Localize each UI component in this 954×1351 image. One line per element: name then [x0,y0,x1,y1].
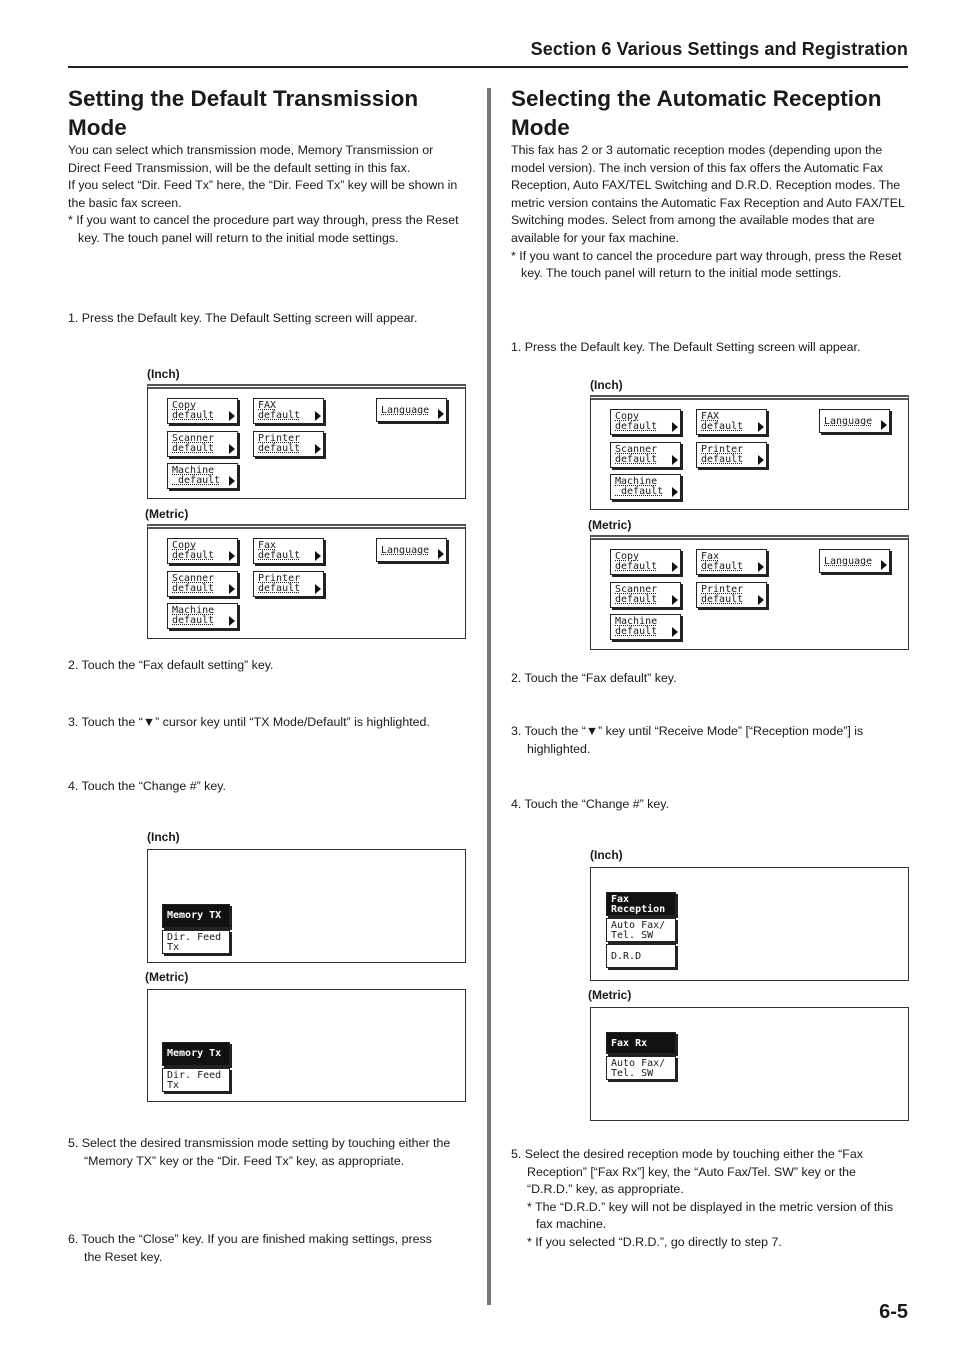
arrow-right-icon [672,422,678,432]
printer-default-label: Printer default [258,573,301,594]
right-step-5-note1-line1: * The “D.R.D.” key will not be displayed in the metric version of this [527,1199,894,1214]
arrow-right-icon [758,455,764,465]
fax-default-key[interactable] [253,538,324,564]
machine-default-key[interactable] [167,603,238,629]
right-label-metric: (Metric) [588,518,632,532]
copy-default-key[interactable] [167,538,238,564]
scanner-default-key[interactable] [167,571,238,597]
language-key[interactable] [376,538,447,562]
right-rx-panel-metric [590,1007,909,1121]
auto-fax-tel-sw-key[interactable]: Auto Fax/ Tel. SW [606,1056,676,1080]
left-step-5 [68,1135,478,1170]
arrow-right-icon [229,411,235,421]
arrow-right-icon [438,409,444,419]
fax-default-key[interactable] [696,549,767,575]
copy-default-key[interactable] [610,409,681,435]
right-label-inch: (Inch) [590,378,623,392]
arrow-right-icon [672,595,678,605]
arrow-right-icon [881,420,887,430]
language-label: Language [381,405,430,416]
right-step-3-line1: 3. Touch the “▼” key until “Receive Mode” [“Reception mode”] is [511,724,864,738]
arrow-right-icon [229,584,235,594]
right-step-1: 1. Press the Default key. The Default Setting screen will appear. [511,340,861,354]
left-step-1: 1. Press the Default key. The Default Setting screen will appear. [68,311,418,325]
machine-default-key[interactable] [167,463,238,489]
arrow-right-icon [229,616,235,626]
copy-default-label: Copy default [172,400,215,421]
right-rx-panel-inch [590,867,909,981]
machine-default-key[interactable] [610,614,681,640]
fax-default-label: FAX default [258,400,301,421]
left-step-4: 4. Touch the “Change #” key. [68,779,226,793]
arrow-right-icon [758,422,764,432]
left-intro-p2: If you select “Dir. Feed Tx” here, the “Dir. Feed Tx” key will be shown in the basic fax screen. [68,178,458,210]
arrow-right-icon [672,562,678,572]
copy-default-key[interactable] [167,398,238,424]
scanner-default-key[interactable] [167,431,238,457]
arrow-right-icon [758,562,764,572]
left-default-panel-inch [147,384,466,499]
page-number: 6-5 [879,1301,908,1323]
fax-default-label: FAX default [701,411,744,432]
arrow-right-icon [229,551,235,561]
right-default-panel-metric [590,535,909,650]
memory-tx-key[interactable]: Memory Tx [162,1042,230,1066]
machine-default-label: Machine default [172,465,221,486]
arrow-right-icon [438,549,444,559]
language-key[interactable] [819,409,890,433]
scanner-default-label: Scanner default [172,433,215,454]
left-intro-p1: You can select which transmission mode, Memory Transmission or Direct Feed Transmission, will be the default setting in this fax. [68,143,434,175]
arrow-right-icon [672,627,678,637]
copy-default-key[interactable] [610,549,681,575]
machine-default-label: Machine default [172,605,215,626]
left-section-title: Setting the Default Transmission Mode [68,86,419,140]
printer-default-key[interactable] [253,571,324,597]
right-step-3-line2: highlighted. [527,741,591,756]
auto-fax-tel-sw-key[interactable]: Auto Fax/ Tel. SW [606,918,676,942]
right-step-5-note2: * If you selected “D.R.D.”, go directly to step 7. [527,1234,782,1249]
printer-default-label: Printer default [701,584,744,605]
right-step-2: 2. Touch the “Fax default” key. [511,671,677,685]
right-step-5-line3: “D.R.D.” key, as appropriate. [527,1182,684,1197]
machine-default-label: Machine default [615,476,664,497]
machine-default-label: Machine default [615,616,658,637]
left-label-metric: (Metric) [145,507,189,521]
fax-reception-key[interactable]: Fax Reception [606,892,676,916]
language-label: Language [824,556,873,567]
left-label-metric-2: (Metric) [145,970,189,984]
right-intro [511,142,909,283]
printer-default-key[interactable] [253,431,324,457]
right-step-5 [511,1146,911,1252]
fax-default-key[interactable] [253,398,324,424]
right-step-5-note1-line2: fax machine. [536,1217,607,1232]
printer-default-label: Printer default [701,444,744,465]
scanner-default-key[interactable] [610,582,681,608]
arrow-right-icon [315,444,321,454]
drd-key[interactable]: D.R.D [606,944,676,968]
right-step-3 [511,723,911,758]
right-step-5-line2: Reception” [“Fax Rx”] key, the “Auto Fax/Tel. SW” key or the [527,1164,856,1179]
right-step-4: 4. Touch the “Change #” key. [511,797,669,811]
dir-feed-tx-key[interactable]: Dir. Feed Tx [162,930,230,954]
arrow-right-icon [881,560,887,570]
left-intro [68,142,468,248]
left-tx-panel-inch [147,849,466,963]
header-rule [68,66,908,68]
right-default-panel-inch [590,395,909,510]
memory-tx-key[interactable]: Memory TX [162,904,230,928]
dir-feed-tx-key[interactable]: Dir. Feed Tx [162,1068,230,1092]
scanner-default-label: Scanner default [615,444,658,465]
language-key[interactable] [819,549,890,573]
left-default-panel-metric [147,524,466,639]
printer-default-key[interactable] [696,582,767,608]
scanner-default-label: Scanner default [172,573,215,594]
left-step-3: 3. Touch the “▼” cursor key until “TX Mode/Default” is highlighted. [68,715,430,729]
left-label-inch: (Inch) [147,367,180,381]
left-step-5-line1: 5. Select the desired transmission mode setting by touching either the [68,1136,451,1150]
right-intro-p1: This fax has 2 or 3 automatic reception modes (depending upon the model version). The inch version of this fax offers the Automatic Fax Reception, Auto FAX/TEL Switching and D.R.D. Reception modes. The metric version contains the Automatic Fax Reception and Auto FAX/TEL Switching modes. Select from among the available modes that are available for your fax machine. [511,143,905,245]
fax-rx-key[interactable]: Fax Rx [606,1032,676,1054]
left-step-6-line2: the Reset key. [84,1249,163,1264]
left-note: * If you want to cancel the procedure part way through, press the Reset key. The touch panel will return to the initial mode settings. [68,213,459,245]
right-section-title: Selecting the Automatic Reception Mode [511,86,882,140]
right-label-inch-2: (Inch) [590,848,623,862]
left-label-inch-2: (Inch) [147,830,180,844]
arrow-right-icon [315,551,321,561]
printer-default-label: Printer default [258,433,301,454]
left-step-5-line2: “Memory TX” key or the “Dir. Feed Tx” key, as appropriate. [84,1153,405,1168]
column-divider [487,88,491,1305]
left-step-6-line1: 6. Touch the “Close” key. If you are finished making settings, press [68,1232,432,1246]
fax-default-label: Fax default [701,551,744,572]
arrow-right-icon [229,476,235,486]
language-label: Language [381,545,430,556]
left-step-2: 2. Touch the “Fax default setting” key. [68,658,274,672]
arrow-right-icon [315,584,321,594]
machine-default-key[interactable] [610,474,681,500]
copy-default-label: Copy default [615,551,658,572]
language-label: Language [824,416,873,427]
arrow-right-icon [672,487,678,497]
printer-default-key[interactable] [696,442,767,468]
scanner-default-label: Scanner default [615,584,658,605]
arrow-right-icon [315,411,321,421]
right-label-metric-2: (Metric) [588,988,632,1002]
section-header: Section 6 Various Settings and Registration [530,39,908,59]
fax-default-key[interactable] [696,409,767,435]
left-step-6 [68,1231,478,1266]
right-note: * If you want to cancel the procedure part way through, press the Reset key. The touch panel will return to the initial mode settings. [511,248,902,281]
left-tx-panel-metric [147,989,466,1102]
language-key[interactable] [376,398,447,422]
arrow-right-icon [672,455,678,465]
right-step-5-line1: 5. Select the desired reception mode by touching either the “Fax [511,1147,863,1161]
copy-default-label: Copy default [615,411,658,432]
arrow-right-icon [758,595,764,605]
copy-default-label: Copy default [172,540,215,561]
scanner-default-key[interactable] [610,442,681,468]
fax-default-label: Fax default [258,540,301,561]
arrow-right-icon [229,444,235,454]
